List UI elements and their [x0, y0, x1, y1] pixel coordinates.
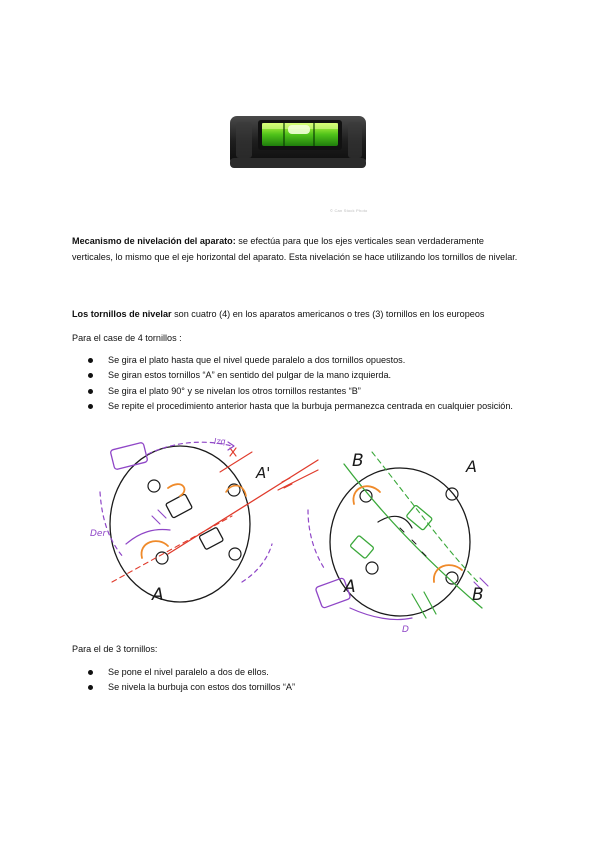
leveling-sketch [82, 432, 512, 642]
bullet-icon [88, 373, 93, 378]
sketch-label-a-bottom: A [344, 577, 356, 597]
sketch-label-izq: Izq [214, 437, 226, 446]
list-item: Se repite el procedimiento anterior hasta que la burbuja permanezca centrada en cualquier posición. [72, 399, 527, 414]
list-item: Se gira el plato hasta que el nivel quede paralelo a dos tornillos opuestos. [72, 353, 527, 368]
mechanism-text: se efectúa para que los ejes verticales sean verdaderamente verticales, lo mismo que el eje horizontal del aparato. Esta nivelación se hace utilizando los tornillos de nivelar. [72, 236, 518, 262]
list-item: Se pone el nivel paralelo a dos de ellos. [72, 665, 527, 680]
screws-text: son cuatro (4) en los aparatos americanos o tres (3) tornillos en los europeos [171, 309, 485, 319]
list-item: Se giran estos tornillos “A” en sentido del pulgar de la mano izquierda. [72, 368, 527, 383]
sketch-label-a-prime: A' [256, 464, 271, 482]
bullet-icon [88, 670, 93, 675]
sketch-label-d: D [402, 625, 409, 635]
case4-title: Para el case de 4 tornillos : [72, 333, 182, 343]
case4-steps [72, 353, 527, 415]
sketch-label-a-left: A [152, 585, 164, 605]
case3-title: Para el de 3 tornillos: [72, 644, 158, 654]
screws-heading: Los tornillos de nivelar [72, 309, 172, 319]
bullet-icon [88, 404, 93, 409]
list-item: Se gira el plato 90° y se nivelan los otros tornillos restantes “B” [72, 384, 527, 399]
bullet-icon [88, 685, 93, 690]
mechanism-heading: Mecanismo de nivelación del aparato: [72, 236, 236, 246]
list-item: Se nivela la burbuja con estos dos tornillos “A” [72, 680, 527, 695]
bullet-icon [88, 358, 93, 363]
sketch-label-a-top: A [466, 457, 477, 476]
case3-steps [72, 665, 527, 696]
sketch-label-der: Der [90, 529, 107, 539]
mechanism-paragraph [72, 234, 527, 266]
sketch-label-b-top: B [352, 451, 364, 471]
spirit-level-photo [224, 98, 374, 222]
screws-paragraph [72, 307, 527, 323]
image-watermark: © Can Stock Photo [330, 208, 368, 213]
bullet-icon [88, 389, 93, 394]
sketch-label-b-bottom: B [472, 585, 484, 605]
